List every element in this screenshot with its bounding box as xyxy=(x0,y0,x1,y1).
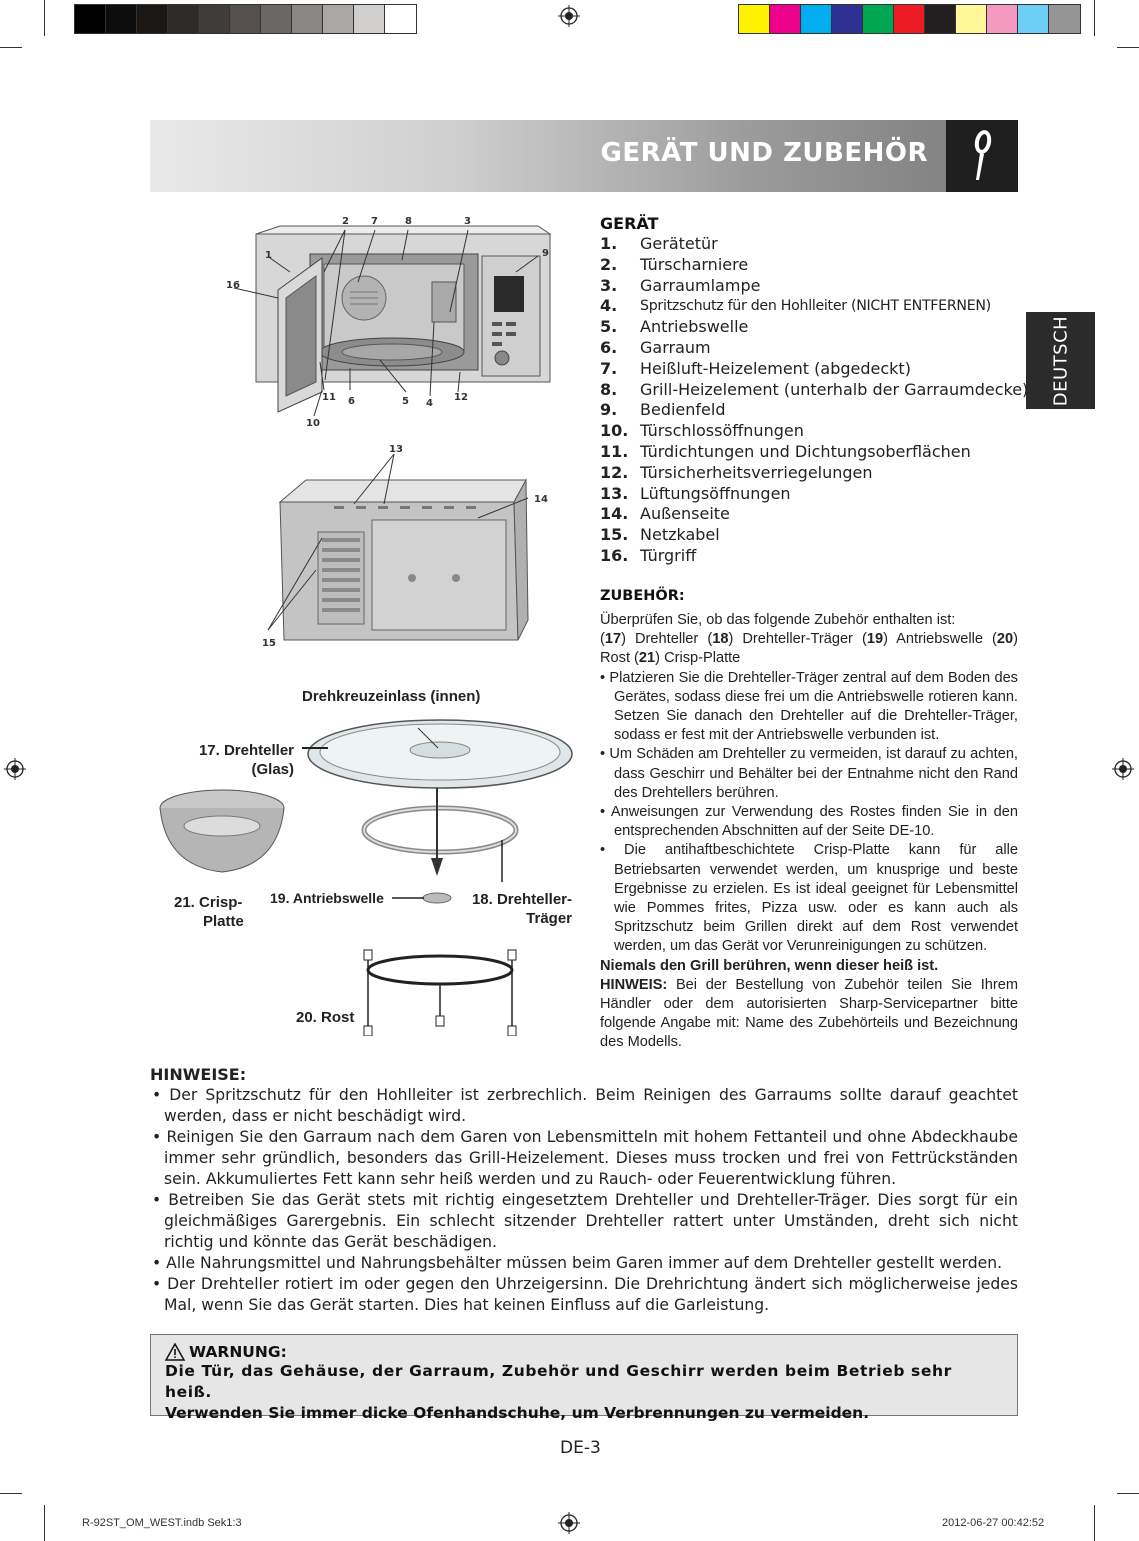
accessory-number: 17 xyxy=(604,631,622,648)
callout-12: 12 xyxy=(454,392,468,403)
part-number: 10. xyxy=(600,421,629,441)
color-swatch xyxy=(739,5,770,33)
part-item xyxy=(600,504,1020,525)
color-swatch xyxy=(106,5,137,33)
callout-9: 9 xyxy=(542,248,549,259)
accessory-number: 20 xyxy=(996,631,1014,648)
callout-10: 10 xyxy=(306,418,320,429)
part-item xyxy=(600,255,1020,276)
drehteller-label-line2: (Glas) xyxy=(251,761,294,778)
part-name: Außenseite xyxy=(640,504,730,524)
part-item xyxy=(600,359,1020,380)
hinweis-paragraph xyxy=(600,976,1018,1053)
callout-7: 7 xyxy=(371,216,378,227)
page-number: DE-3 xyxy=(560,1438,601,1458)
part-name: Spritzschutz für den Hohlleiter (NICHT ENTFERNEN) xyxy=(640,298,991,315)
drehkreuz-label: Drehkreuzeinlass (innen) xyxy=(302,688,481,705)
hinweis-item: • Der Spritzschutz für den Hohlleiter ist zerbrechlich. Beim Reinigen des Garraums sollte darauf geachtet werden, dass er nicht beschädigt wird. xyxy=(150,1085,1018,1127)
accessory-bullet: • Um Schäden am Drehteller zu vermeiden, ist darauf zu achten, dass Geschirr und Behälter bei der Entnahme nicht den Rand des Drehtellers berühren. xyxy=(600,745,1018,803)
part-name: Antriebswelle xyxy=(640,317,749,337)
color-swatch xyxy=(230,5,261,33)
color-swatch xyxy=(137,5,168,33)
hinweis-label: HINWEIS: xyxy=(600,976,668,993)
part-number: 15. xyxy=(600,525,629,545)
color-swatch xyxy=(987,5,1018,33)
part-item xyxy=(600,234,1020,255)
callout-15: 15 xyxy=(262,638,276,649)
color-swatch xyxy=(354,5,385,33)
spoon-icon xyxy=(946,120,1018,192)
zubehoer-title: ZUBEHÖR: xyxy=(600,588,685,604)
part-number: 12. xyxy=(600,462,629,482)
part-name: Garraum xyxy=(640,337,711,357)
part-number: 2. xyxy=(600,254,618,274)
hinweis-item: • Reinigen Sie den Garraum nach dem Garen von Lebensmitteln mit hohem Fettanteil und ohne Abdeckhaube immer sehr gründlich, besonders das Grill-Heizelement. Dieses muss trocken und frei von Fettrückständen sein. Akkumuliertes Fett kann sehr heiß werden und zu Rauch- oder Feuerentwicklung führen. xyxy=(150,1127,1018,1190)
accessory-bullet: • Platzieren Sie die Drehteller-Träger zentral auf dem Boden des Gerätes, sodass diese frei um die Antriebswelle rotieren kann. Setzen Sie danach den Drehteller auf die Drehteller-Träger, sodass er fest mit der Antriebswelle verbunden ist. xyxy=(600,669,1018,746)
callout-13: 13 xyxy=(389,444,403,455)
part-name: Türgriff xyxy=(640,545,697,565)
parts-list xyxy=(600,234,1029,567)
accessory-text: ) Drehteller ( xyxy=(621,631,713,648)
traeger-label-line2: Träger xyxy=(526,910,572,927)
color-swatch xyxy=(863,5,894,33)
color-swatch xyxy=(292,5,323,33)
part-name: Türscharniere xyxy=(640,254,749,274)
part-name: Gerätetür xyxy=(640,234,718,253)
part-number: 3. xyxy=(600,275,618,295)
hinweise-section xyxy=(150,1064,1018,1316)
never-touch-warning: Niemals den Grill berühren, wenn dieser heiß ist. xyxy=(600,957,939,974)
callout-8: 8 xyxy=(405,216,412,227)
color-swatch xyxy=(385,5,416,33)
color-swatch xyxy=(925,5,956,33)
accessory-text: ( xyxy=(600,631,605,648)
callout-16: 16 xyxy=(226,280,240,291)
footer-date: 2012-06-27 00:42:52 xyxy=(942,1517,1045,1529)
antriebswelle-label: 19. Antriebswelle xyxy=(270,890,384,906)
accessory-number: 21 xyxy=(638,650,656,667)
color-swatch xyxy=(75,5,106,33)
part-number: 13. xyxy=(600,483,629,503)
part-number: 7. xyxy=(600,358,618,378)
part-name: Türdichtungen und Dichtungsoberflächen xyxy=(640,441,971,461)
warning-box xyxy=(150,1334,1018,1422)
color-swatch xyxy=(801,5,832,33)
footer-file: R-92ST_OM_WEST.indb Sek1:3 xyxy=(82,1517,242,1529)
part-number: 9. xyxy=(600,400,618,420)
part-item xyxy=(600,484,1020,505)
part-item xyxy=(600,442,1020,463)
part-name: Heißluft-Heizelement (abgedeckt) xyxy=(640,358,911,378)
geraet-title: GERÄT xyxy=(600,214,659,233)
accessory-number: 19 xyxy=(866,631,884,648)
part-item xyxy=(600,379,1029,401)
section-title: GERÄT UND ZUBEHÖR xyxy=(600,138,928,168)
part-number: 4. xyxy=(600,296,618,316)
part-name: Grill-Heizelement (unterhalb der Garraumdecke) xyxy=(640,379,1029,399)
color-swatch xyxy=(832,5,863,33)
registration-mark-icon xyxy=(558,1512,580,1534)
part-item xyxy=(600,317,1020,338)
drehteller-label-line1: 17. Drehteller xyxy=(198,742,294,759)
callout-14: 14 xyxy=(534,494,548,505)
warning-line-1: Die Tür, das Gehäuse, der Garraum, Zubehör und Geschirr werden beim Betrieb sehr heiß. xyxy=(165,1362,952,1401)
zubehoer-intro: Überprüfen Sie, ob das folgende Zubehör enthalten ist: xyxy=(600,612,956,628)
part-name: Netzkabel xyxy=(640,525,720,545)
part-item xyxy=(600,400,1020,421)
color-swatch xyxy=(956,5,987,33)
color-swatch xyxy=(1049,5,1080,33)
language-tab-label: DEUTSCH xyxy=(1050,315,1071,406)
language-tab xyxy=(1026,312,1095,409)
part-name: Türsicherheitsverriegelungen xyxy=(640,462,873,482)
part-item xyxy=(600,421,1020,442)
hinweise-title: HINWEISE: xyxy=(150,1065,247,1084)
part-item xyxy=(600,338,1020,359)
part-number: 16. xyxy=(600,545,629,565)
color-swatch xyxy=(261,5,292,33)
callout-6: 6 xyxy=(348,396,355,407)
part-item xyxy=(600,546,1020,567)
accessory-bullet: • Anweisungen zur Verwendung des Rostes finden Sie in den entsprechenden Abschnitten auf der Seite DE-10. xyxy=(600,803,1018,841)
process-color-bar xyxy=(738,4,1081,34)
color-swatch xyxy=(1018,5,1049,33)
hinweis-item: • Alle Nahrungsmittel und Nahrungsbehälter müssen beim Garen immer auf dem Drehteller gestellt werden. xyxy=(150,1253,1018,1274)
accessory-number: 18 xyxy=(712,631,729,648)
part-name: Türschlossöffnungen xyxy=(640,421,804,441)
warning-title-row xyxy=(165,1343,1003,1361)
color-swatch xyxy=(770,5,801,33)
accessory-bullet: • Die antihaftbeschichtete Crisp-Platte kann für alle Betriebsarten verwendet werden, um knusprige und beste Ergebnisse zu erzielen. Es ist ideal geeignet für Lebensmittel wie Pommes frites, Pizza usw. oder es kann auch als Spritzschutz beim Grillen direkt auf dem Rost verwendet werden, um das Gerät vor Verunreinigungen zu schützen. xyxy=(600,841,1018,956)
part-number: 1. xyxy=(600,234,618,253)
color-swatch xyxy=(168,5,199,33)
part-item xyxy=(600,296,1020,317)
hinweise-list xyxy=(150,1085,1018,1316)
traeger-label xyxy=(462,890,572,928)
warning-triangle-icon xyxy=(165,1343,185,1361)
grey-color-bar xyxy=(74,4,417,34)
callout-2: 2 xyxy=(342,216,349,227)
microwave-front-diagram xyxy=(220,212,560,432)
part-item xyxy=(600,463,1020,484)
crisp-platte-label xyxy=(174,893,244,931)
registration-mark-icon xyxy=(4,758,26,780)
part-number: 6. xyxy=(600,337,618,357)
hinweis-item: • Der Drehteller rotiert im oder gegen den Uhrzeigersinn. Die Drehrichtung ändert sich möglicherweise jedes Mal, wenn Sie das Gerät starten. Dies hat keinen Einfluss auf die Garleistung. xyxy=(150,1274,1018,1316)
callout-11: 11 xyxy=(322,392,336,403)
drehteller-label xyxy=(190,741,294,779)
crisp-label-line2: Platte xyxy=(203,913,244,930)
part-number: 14. xyxy=(600,504,629,524)
part-item xyxy=(600,276,1020,297)
callout-1: 1 xyxy=(265,250,272,261)
rost-label: 20. Rost xyxy=(296,1009,355,1026)
color-swatch xyxy=(199,5,230,33)
part-name: Bedienfeld xyxy=(640,400,726,420)
warning-line-2: Verwenden Sie immer dicke Ofenhandschuhe, um Verbrennungen zu vermeiden. xyxy=(165,1404,870,1422)
traeger-label-line1: 18. Drehteller- xyxy=(471,891,572,908)
crisp-label-line1: 21. Crisp- xyxy=(174,894,243,911)
part-number: 8. xyxy=(600,379,618,399)
callout-3: 3 xyxy=(464,216,471,227)
hinweis-text: Bei der Bestellung von Zubehör teilen Sie Ihrem Händler oder dem autorisierten Sharp-Servicepartner bitte folgende Angabe mit: Name des Zubehörteils und Bezeichnung des Modells. xyxy=(600,976,1018,1051)
accessory-bullets xyxy=(600,669,1018,957)
accessory-text: ) Rost ( xyxy=(600,631,1018,667)
warning-title: WARNUNG: xyxy=(189,1343,287,1361)
accessory-text: ) Drehteller-Träger ( xyxy=(728,631,867,648)
registration-mark-icon xyxy=(558,5,580,27)
callout-4: 4 xyxy=(426,398,433,409)
zubehoer-body xyxy=(600,611,1018,1053)
part-name: Garraumlampe xyxy=(640,275,761,295)
color-swatch xyxy=(894,5,925,33)
part-item xyxy=(600,525,1020,546)
accessory-text: ) Crisp-Platte xyxy=(655,650,741,667)
part-number: 5. xyxy=(600,317,618,337)
part-name: Lüftungsöffnungen xyxy=(640,483,791,503)
part-number: 11. xyxy=(600,441,629,461)
callout-5: 5 xyxy=(402,396,409,407)
microwave-back-diagram xyxy=(256,440,556,650)
section-header xyxy=(150,120,1018,192)
accessory-list xyxy=(600,630,1018,668)
accessory-text: ) Antriebswelle ( xyxy=(883,631,997,648)
color-swatch xyxy=(323,5,354,33)
hinweis-item: • Betreiben Sie das Gerät stets mit richtig eingesetztem Drehteller und Drehteller-Träger. Dies sorgt für ein gleichmäßiges Garergebnis. Ein schlecht sitzender Drehteller rattert unter Umständen, dreht sich nicht richtig und könnte das Gerät beschädigen. xyxy=(150,1190,1018,1253)
registration-mark-icon xyxy=(1112,758,1134,780)
